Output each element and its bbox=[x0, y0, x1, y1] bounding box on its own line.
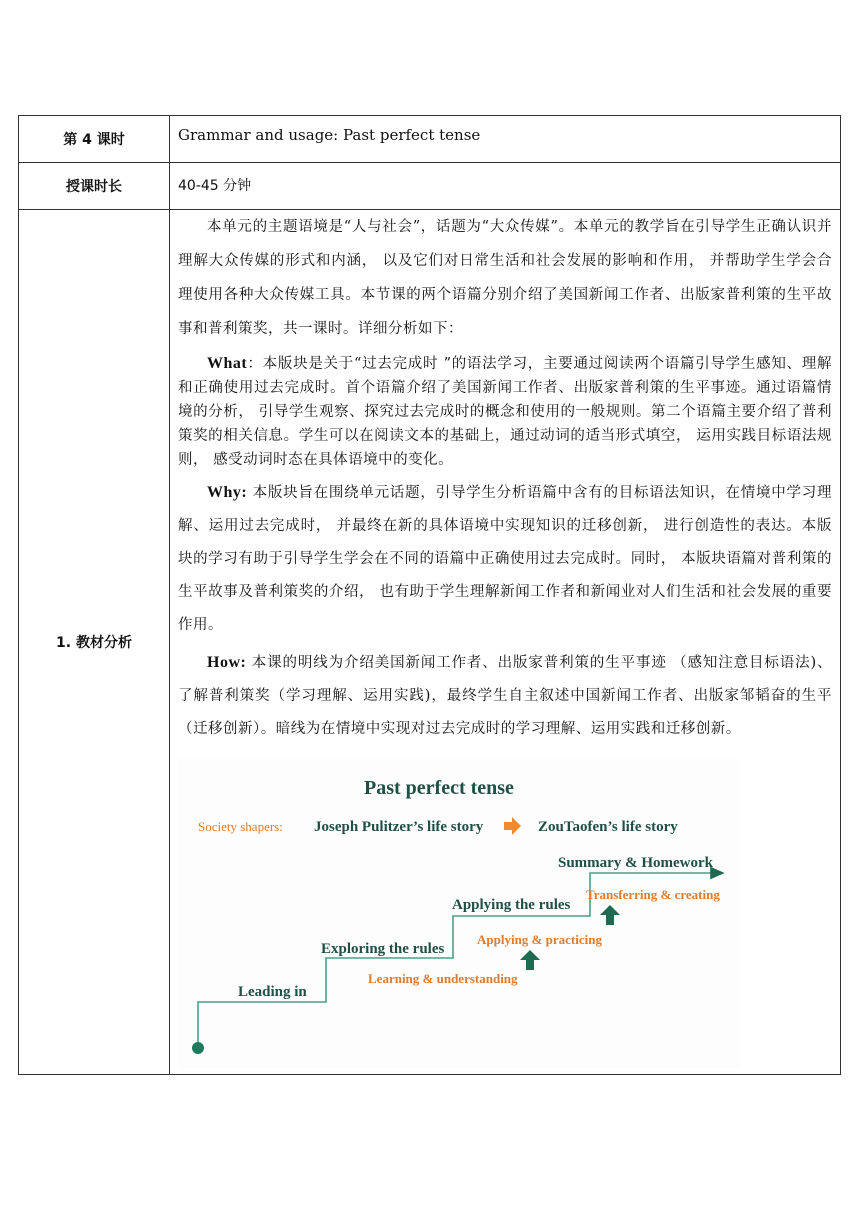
what-paragraph bbox=[178, 352, 832, 472]
how-keyword: How: bbox=[207, 654, 247, 671]
intro-paragraph: 本单元的主题语境是“人与社会”，话题为“大众传媒”。本单元的教学旨在引导学生正确认识并理解大众传媒的形式和内涵， 以及它们对日常生活和社会发展的影响和作用， 并帮助学生学会合理使用各种大众传媒工具。本节课的两个语篇分别介绍了美国新闻工作者、出版家普利策的生平故事和普利策奖，共一课时。详细分析如下： bbox=[178, 219, 832, 337]
duration-value: 40-45 分钟 bbox=[170, 163, 841, 210]
what-keyword: What bbox=[207, 355, 248, 372]
story2-label: ZouTaofen’s life story bbox=[538, 819, 678, 835]
step-exploring: Exploring the rules bbox=[321, 941, 445, 957]
society-label: Society shapers: bbox=[198, 819, 283, 834]
up-arrow-icon bbox=[520, 950, 540, 970]
duration-label: 授课时长 bbox=[19, 163, 170, 210]
lesson-value: Grammar and usage: Past perfect tense bbox=[170, 116, 841, 163]
arrow-right-icon bbox=[504, 817, 521, 835]
why-paragraph bbox=[178, 476, 832, 642]
lesson-flow-diagram bbox=[178, 758, 740, 1068]
figure-title: Past perfect tense bbox=[364, 777, 514, 799]
stage-transferring: Transferring & creating bbox=[586, 887, 720, 902]
what-text: ：本版块是关于“过去完成时 ”的语法学习，主要通过阅读两个语篇引导学生感知、理解和正确使用过去完成时。首个语篇介绍了美国新闻工作者、出版家普利策的生平事迹。通过语篇情境的分析， 引导学生观察、探究过去完成时的概念和使用的一般规则。第二个语篇主要介绍了普利策奖的相关信息。学生可以在阅读文本的基础上，通过动词的适当形式填空， 运用实践目标语法规则， 感受动词时态在具体语境中的变化。 bbox=[178, 356, 832, 468]
lesson-label: 第 4 课时 bbox=[19, 116, 170, 163]
analysis-label: 1. 教材分析 bbox=[19, 210, 170, 1075]
analysis-content bbox=[170, 210, 841, 1075]
why-text: 本版块旨在围绕单元话题，引导学生分析语篇中含有的目标语法知识，在情境中学习理解、运用过去完成时， 并最终在新的具体语境中实现知识的迁移创新， 进行创造性的表达。本版块的学习有助于引导学生学会在不同的语篇中正确使用过去完成时。同时， 本版块语篇对普利策的生平故事及普利策奖的介绍， 也有助于学生理解新闻工作者和新闻业对人们生活和社会发展的重要作用。 bbox=[178, 485, 832, 633]
story1-label: Joseph Pulitzer’s life story bbox=[314, 819, 484, 835]
lesson-plan-table bbox=[18, 115, 841, 1075]
analysis-row bbox=[19, 210, 841, 1075]
start-dot bbox=[192, 1042, 204, 1054]
stage-applying: Applying & practicing bbox=[477, 932, 602, 947]
why-keyword: Why: bbox=[207, 484, 248, 501]
lesson-row bbox=[19, 116, 841, 163]
up-arrow-icon bbox=[600, 905, 620, 925]
lesson-flow-figure bbox=[178, 758, 740, 1068]
step-applying: Applying the rules bbox=[452, 897, 571, 913]
how-paragraph bbox=[178, 646, 832, 746]
step-summary: Summary & Homework bbox=[558, 855, 713, 871]
duration-row bbox=[19, 163, 841, 210]
stage-learning: Learning & understanding bbox=[368, 971, 518, 986]
step-leading-in: Leading in bbox=[238, 984, 307, 1000]
how-text: 本课的明线为介绍美国新闻工作者、出版家普利策的生平事迹 （感知注意目标语法)、了解普利策奖（学习理解、运用实践)，最终学生自主叙述中国新闻工作者、出版家邹韬奋的生平（迁移创新）。暗线为在情境中实现对过去完成时的学习理解、运用实践和迁移创新。 bbox=[178, 655, 832, 737]
